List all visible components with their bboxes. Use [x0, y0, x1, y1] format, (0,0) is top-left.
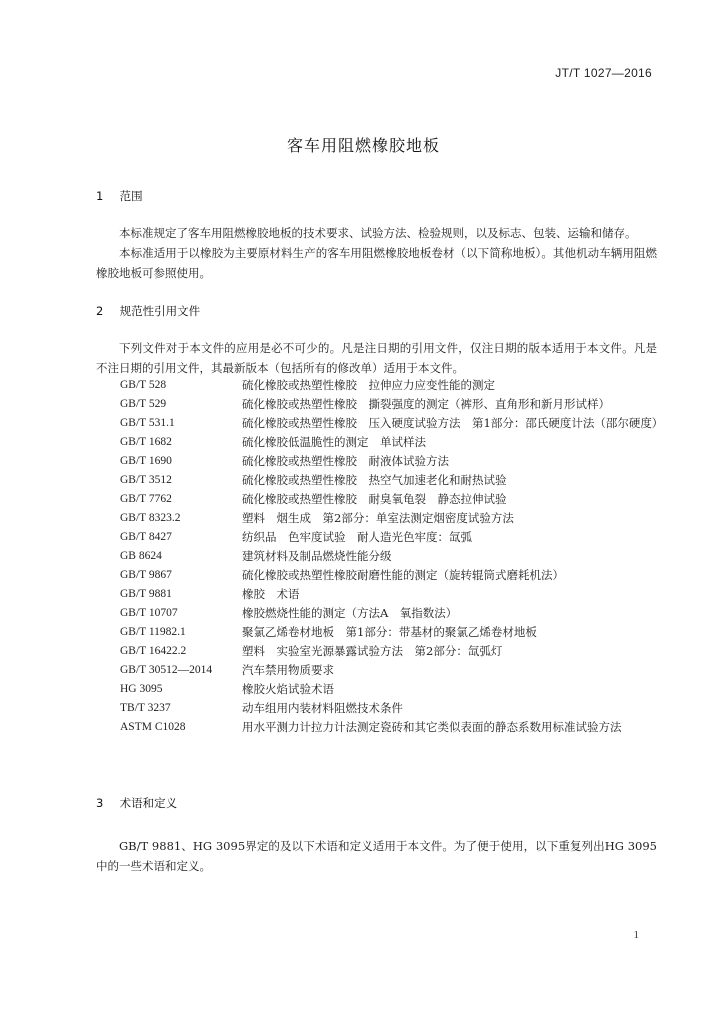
section-1-heading — [96, 188, 143, 204]
reference-code: GB/T 9867 — [120, 569, 172, 581]
reference-title: 硫化橡胶低温脆性的测定 单试样法 — [242, 435, 426, 449]
reference-code: GB/T 30512—2014 — [120, 664, 213, 676]
reference-item — [120, 566, 660, 585]
reference-code: GB/T 1682 — [120, 436, 172, 448]
reference-item — [120, 718, 660, 737]
reference-title: 塑料 实验室光源暴露试验方法 第2部分：氙弧灯 — [242, 644, 503, 658]
reference-item — [120, 471, 660, 490]
references-intro: 下列文件对于本文件的应用是必不可少的。凡是注日期的引用文件，仅注日期的版本适用于本文件。凡是不注日期的引用文件，其最新版本（包括所有的修改单）适用于本文件。 — [96, 341, 657, 375]
reference-title: 硫化橡胶或热塑性橡胶 耐液体试验方法 — [242, 454, 449, 468]
section-2-title: 规范性引用文件 — [119, 304, 201, 318]
section-2-heading — [96, 303, 200, 319]
scope-paragraph-2: 本标准适用于以橡胶为主要原材料生产的客车用阻燃橡胶地板卷材（以下简称地板）。其他机动车辆用阻燃橡胶地板可参照使用。 — [96, 246, 657, 280]
reference-item — [120, 585, 660, 604]
section-1-title: 范围 — [119, 189, 143, 203]
reference-title: 用水平测力计拉力计法测定瓷砖和其它类似表面的静态系数用标准试验方法 — [242, 720, 622, 734]
reference-code: GB/T 16422.2 — [120, 645, 187, 657]
reference-code: GB/T 10707 — [120, 607, 178, 619]
reference-code: ASTM C1028 — [120, 721, 186, 733]
terms-paragraph: GB/T 9881、HG 3095界定的及以下术语和定义适用于本文件。为了便于使用，以下重复列出HG 3095中的一些术语和定义。 — [96, 839, 657, 873]
reference-code: GB/T 528 — [120, 379, 167, 391]
section-3-number: 3 — [96, 796, 104, 810]
reference-title: 橡胶燃烧性能的测定（方法A 氧指数法） — [242, 606, 458, 620]
section-1-number: 1 — [96, 189, 104, 203]
reference-item — [120, 699, 660, 718]
page-number: 1 — [633, 929, 639, 941]
reference-item — [120, 604, 660, 623]
reference-item — [120, 680, 660, 699]
section-2-number: 2 — [96, 304, 104, 318]
reference-item — [120, 528, 660, 547]
reference-code: GB 8624 — [120, 550, 162, 562]
reference-item — [120, 509, 660, 528]
reference-item — [120, 395, 660, 414]
reference-item — [120, 376, 660, 395]
reference-item — [120, 452, 660, 471]
reference-code: GB/T 7762 — [120, 493, 172, 505]
reference-title: 塑料 烟生成 第2部分：单室法测定烟密度试验方法 — [242, 511, 514, 525]
reference-title: 硫化橡胶或热塑性橡胶耐磨性能的测定（旋转辊筒式磨耗机法） — [242, 568, 564, 582]
reference-code: GB/T 531.1 — [120, 417, 175, 429]
scope-paragraph-1: 本标准规定了客车用阻燃橡胶地板的技术要求、试验方法、检验规则，以及标志、包装、运输和储存。 — [119, 226, 637, 240]
reference-code: GB/T 8427 — [120, 531, 172, 543]
reference-title: 动车组用内装材料阻燃技术条件 — [242, 701, 403, 715]
reference-code: HG 3095 — [120, 683, 163, 695]
reference-code: GB/T 11982.1 — [120, 626, 186, 638]
standard-code: JT/T 1027—2016 — [555, 66, 652, 80]
reference-item — [120, 642, 660, 661]
reference-item — [120, 490, 660, 509]
reference-item — [120, 433, 660, 452]
reference-item — [120, 414, 664, 433]
reference-title: 汽车禁用物质要求 — [242, 663, 334, 677]
reference-title: 橡胶火焰试验术语 — [242, 682, 334, 696]
reference-item — [120, 547, 660, 566]
section-3-heading — [96, 795, 177, 811]
reference-title: 硫化橡胶或热塑性橡胶 压入硬度试验方法 第1部分：邵氏硬度计法（邵尔硬度） — [242, 416, 664, 430]
reference-title: 聚氯乙烯卷材地板 第1部分：带基材的聚氯乙烯卷材地板 — [242, 625, 537, 639]
reference-code: GB/T 9881 — [120, 588, 172, 600]
reference-list — [120, 376, 664, 737]
reference-code: GB/T 3512 — [120, 474, 172, 486]
document-title: 客车用阻燃橡胶地板 — [286, 136, 440, 155]
reference-title: 建筑材料及制品燃烧性能分级 — [242, 549, 392, 563]
reference-title: 硫化橡胶或热塑性橡胶 拉伸应力应变性能的测定 — [242, 378, 495, 392]
reference-code: GB/T 529 — [120, 398, 167, 410]
section-3-title: 术语和定义 — [119, 796, 178, 810]
reference-code: TB/T 3237 — [120, 702, 171, 714]
reference-code: GB/T 1690 — [120, 455, 172, 467]
reference-code: GB/T 8323.2 — [120, 512, 181, 524]
reference-title: 硫化橡胶或热塑性橡胶 热空气加速老化和耐热试验 — [242, 473, 507, 487]
reference-item — [120, 623, 660, 642]
reference-item — [120, 661, 660, 680]
reference-title: 硫化橡胶或热塑性橡胶 撕裂强度的测定（裤形、直角形和新月形试样） — [242, 397, 610, 411]
reference-title: 橡胶 术语 — [242, 587, 300, 601]
reference-title: 纺织品 色牢度试验 耐人造光色牢度：氙弧 — [242, 530, 472, 544]
reference-title: 硫化橡胶或热塑性橡胶 耐臭氧龟裂 静态拉伸试验 — [242, 492, 507, 506]
